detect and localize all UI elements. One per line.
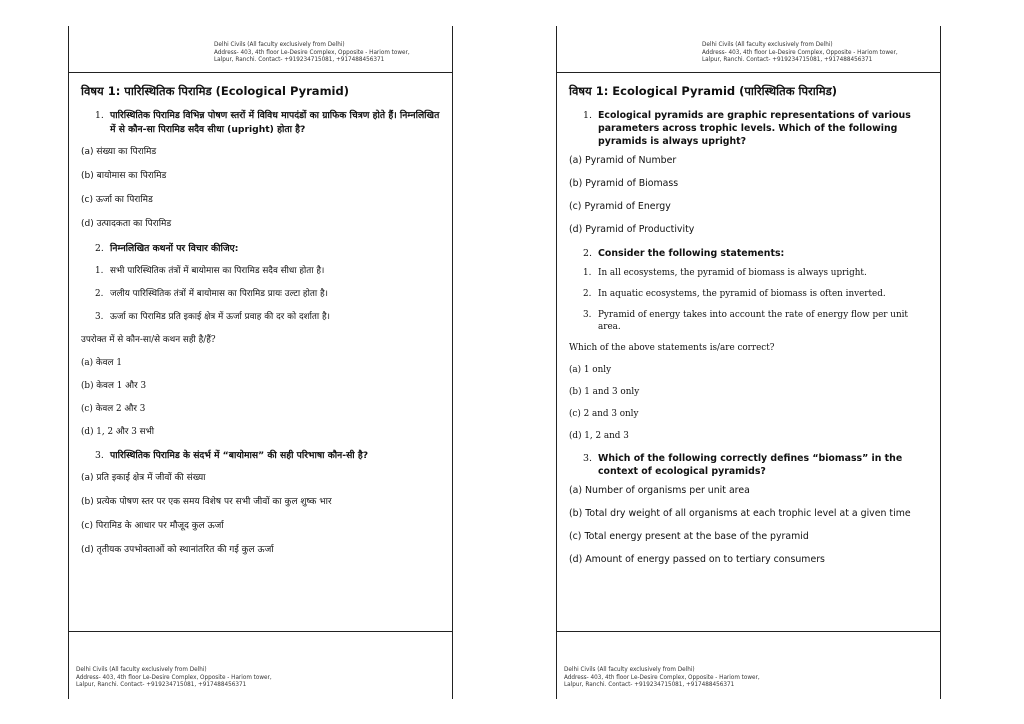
page-header [214,42,450,65]
option-c: (c) ऊर्जा का पिरामिड [81,195,153,205]
option-d: (d) तृतीयक उपभोक्ताओं को स्थानांतरित की गई कुल ऊर्जा [81,545,274,555]
option-a: (a) संख्या का पिरामिड [81,147,157,157]
question-number: 3. [583,453,592,464]
option-c: (c) Total energy present at the base of the pyramid [569,531,809,542]
statement-1 [583,267,929,279]
option-b: (b) बायोमास का पिरामिड [81,171,167,181]
option-c: (c) Pyramid of Energy [569,201,671,212]
document-page-hindi [68,26,453,699]
footer-institute-line: Delhi Civils (All faculty exclusively from Delhi) [76,667,207,673]
option-b: (b) Total dry weight of all organisms at each trophic level at a given time [569,508,911,519]
page-title: विषय 1: Ecological Pyramid (पारिस्थितिक पिरामिड) [569,84,837,98]
header-contact-line: Lalpur, Ranchi. Contact- +919234715081, +917488456371 [214,57,385,64]
question-3 [95,449,441,463]
statement-2 [583,288,929,300]
question-text: Ecological pyramids are graphic representations of various parameters across trophic levels. Which of the following pyramids is always upright? [598,110,911,147]
option-d: (d) उत्पादकता का पिरामिड [81,219,172,229]
option-b: (b) Pyramid of Biomass [569,178,679,189]
statement-text: In aquatic ecosystems, the pyramid of biomass is often inverted. [598,289,886,299]
question-2 [95,242,441,256]
footer-contact-line: Lalpur, Ranchi. Contact- +919234715081, +917488456371 [76,682,247,689]
statement-text: ऊर्जा का पिरामिड प्रति इकाई क्षेत्र में ऊर्जा प्रवाह की दर को दर्शाता है। [110,312,331,322]
option-d: (d) Amount of energy passed on to tertiary consumers [569,554,825,565]
option-b: (b) केवल 1 और 3 [81,381,147,391]
question-text: निम्नलिखित कथनों पर विचार कीजिए: [110,243,239,254]
option-a: (a) Pyramid of Number [569,155,677,166]
page-footer [564,667,864,690]
question-3 [583,452,929,478]
statement-number: 1. [95,266,104,276]
question-number: 2. [583,248,592,259]
option-c: (c) पिरामिड के आधार पर मौजूद कुल ऊर्जा [81,521,224,531]
question-1 [583,109,929,148]
question-number: 1. [583,110,592,121]
statement-text: Pyramid of energy takes into account the rate of energy flow per unit area. [598,310,908,332]
statement-3 [583,309,929,333]
question-text: Consider the following statements: [598,248,785,259]
footer-divider [557,631,940,632]
option-b: (b) 1 and 3 only [569,387,640,397]
page-body [569,84,929,577]
option-a: (a) Number of organisms per unit area [569,485,750,496]
statement-2 [95,288,441,300]
footer-divider [69,631,452,632]
statement-number: 1. [583,268,592,278]
document-page-english [556,26,941,699]
question-number: 1. [95,110,104,121]
header-institute-line: Delhi Civils (All faculty exclusively from Delhi) [214,42,345,48]
question-text: Which of the following correctly defines “biomass” in the context of ecological pyramids? [598,453,903,477]
option-d: (d) 1, 2 और 3 सभी [81,427,155,437]
statement-number: 2. [95,289,104,299]
statement-text: सभी पारिस्थितिक तंत्रों में बायोमास का पिरामिड सदैव सीधा होता है। [110,266,325,276]
question-2 [583,247,929,260]
statement-number: 3. [583,310,592,320]
header-divider [69,72,452,73]
question-1 [95,109,441,137]
footer-institute-line: Delhi Civils (All faculty exclusively from Delhi) [564,667,695,673]
question-text: पारिस्थितिक पिरामिड के संदर्भ में “बायोमास” की सही परिभाषा कौन-सी है? [110,450,369,461]
footer-address-line: Address- 403, 4th floor Le-Desire Complex, Opposite - Hariom tower, [76,674,272,681]
option-d: (d) 1, 2 and 3 [569,431,629,441]
page-title: विषय 1: पारिस्थितिक पिरामिड (Ecological Pyramid) [81,84,349,98]
header-contact-line: Lalpur, Ranchi. Contact- +919234715081, +917488456371 [702,57,873,64]
page-body [81,84,441,568]
question-prompt: Which of the above statements is/are correct? [569,343,775,353]
option-b: (b) प्रत्येक पोषण स्तर पर एक समय विशेष पर सभी जीवों का कुल शुष्क भार [81,497,332,507]
statement-text: जलीय पारिस्थितिक तंत्रों में बायोमास का पिरामिड प्रायः उल्टा होता है। [110,289,328,299]
page-header [702,42,938,65]
option-c: (c) केवल 2 और 3 [81,404,146,414]
statement-number: 3. [95,312,104,322]
option-a: (a) प्रति इकाई क्षेत्र में जीवों की संख्या [81,473,206,483]
statement-1 [95,265,441,277]
statement-number: 2. [583,289,592,299]
option-a: (a) 1 only [569,365,612,375]
question-text: पारिस्थितिक पिरामिड विभिन्न पोषण स्तरों में विविध मापदंडों का ग्राफिक चित्रण होते हैं। निम्नलिखित में से कौन-सा पिरामिड सदैव सीधा (upright) होता है? [110,110,440,135]
header-address-line: Address- 403, 4th floor Le-Desire Complex, Opposite - Hariom tower, [214,49,410,56]
option-a: (a) केवल 1 [81,358,122,368]
question-number: 3. [95,450,104,461]
question-number: 2. [95,243,104,254]
header-divider [557,72,940,73]
question-prompt: उपरोक्त में से कौन-सा/से कथन सही है/हैं? [81,335,216,345]
header-address-line: Address- 403, 4th floor Le-Desire Complex, Opposite - Hariom tower, [702,49,898,56]
footer-contact-line: Lalpur, Ranchi. Contact- +919234715081, +917488456371 [564,682,735,689]
footer-address-line: Address- 403, 4th floor Le-Desire Complex, Opposite - Hariom tower, [564,674,760,681]
option-d: (d) Pyramid of Productivity [569,224,695,235]
statement-text: In all ecosystems, the pyramid of biomass is always upright. [598,268,867,278]
page-footer [76,667,376,690]
header-institute-line: Delhi Civils (All faculty exclusively from Delhi) [702,42,833,48]
statement-3 [95,311,441,323]
option-c: (c) 2 and 3 only [569,409,639,419]
